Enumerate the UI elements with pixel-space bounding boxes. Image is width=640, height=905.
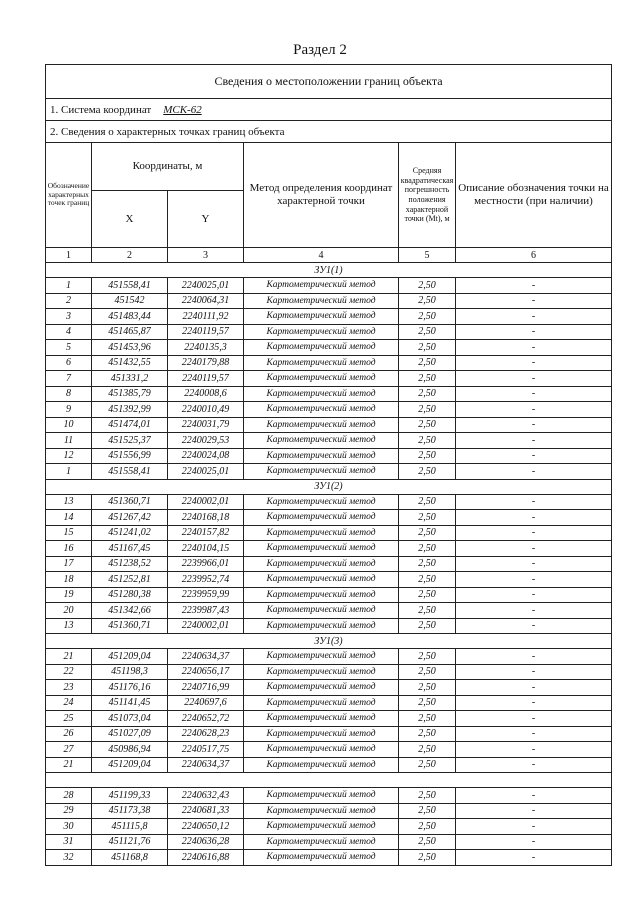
point-id: 2	[46, 293, 92, 309]
description: -	[456, 525, 612, 541]
table-row	[46, 417, 612, 433]
x-value: 451342,66	[92, 603, 168, 619]
method: Картометрический метод	[244, 711, 399, 727]
y-value: 2240157,82	[168, 525, 244, 541]
method: Картометрический метод	[244, 386, 399, 402]
y-value: 2240632,43	[168, 788, 244, 804]
x-value: 451115,8	[92, 819, 168, 835]
coord-system-value: МСК-62	[163, 103, 202, 116]
x-value: 451198,3	[92, 664, 168, 680]
description: -	[456, 757, 612, 773]
description: -	[456, 711, 612, 727]
table-row	[46, 525, 612, 541]
point-id: 6	[46, 355, 92, 371]
point-id: 8	[46, 386, 92, 402]
accuracy: 2,50	[399, 788, 456, 804]
x-value: 451199,33	[92, 788, 168, 804]
point-id: 1	[46, 278, 92, 294]
y-value: 2240634,37	[168, 757, 244, 773]
section-label: ЗУ1(3)	[46, 634, 612, 649]
x-value: 451385,79	[92, 386, 168, 402]
y-value: 2240002,01	[168, 494, 244, 510]
method: Картометрический метод	[244, 417, 399, 433]
description: -	[456, 448, 612, 464]
table-row	[46, 757, 612, 773]
y-value: 2240029,53	[168, 433, 244, 449]
table-row	[46, 464, 612, 480]
x-value: 451280,38	[92, 587, 168, 603]
accuracy: 2,50	[399, 618, 456, 634]
point-id: 13	[46, 618, 92, 634]
y-value: 2240650,12	[168, 819, 244, 835]
x-value: 451474,01	[92, 417, 168, 433]
method: Картометрический метод	[244, 572, 399, 588]
table-row	[46, 386, 612, 402]
point-id: 12	[46, 448, 92, 464]
x-value: 451483,44	[92, 309, 168, 325]
description: -	[456, 541, 612, 557]
method: Картометрический метод	[244, 664, 399, 680]
header-accuracy: Средняя квадратическая погрешность положения характерной точки (Mt), м	[399, 143, 456, 248]
section-header	[46, 263, 612, 278]
accuracy: 2,50	[399, 386, 456, 402]
point-id: 32	[46, 850, 92, 866]
table-row	[46, 355, 612, 371]
accuracy: 2,50	[399, 850, 456, 866]
method: Картометрический метод	[244, 680, 399, 696]
accuracy: 2,50	[399, 680, 456, 696]
description: -	[456, 695, 612, 711]
y-value: 2240628,23	[168, 726, 244, 742]
accuracy: 2,50	[399, 541, 456, 557]
x-value: 451167,45	[92, 541, 168, 557]
point-id: 29	[46, 803, 92, 819]
description: -	[456, 340, 612, 356]
description: -	[456, 680, 612, 696]
accuracy: 2,50	[399, 433, 456, 449]
description: -	[456, 433, 612, 449]
y-value: 2240179,88	[168, 355, 244, 371]
x-value: 451241,02	[92, 525, 168, 541]
accuracy: 2,50	[399, 757, 456, 773]
boundary-points-table	[45, 64, 612, 866]
point-id: 21	[46, 649, 92, 665]
description: -	[456, 726, 612, 742]
table-row	[46, 695, 612, 711]
point-id: 4	[46, 324, 92, 340]
section-header	[46, 634, 612, 649]
point-id: 7	[46, 371, 92, 387]
point-id: 22	[46, 664, 92, 680]
method: Картометрический метод	[244, 293, 399, 309]
method: Картометрический метод	[244, 803, 399, 819]
x-value: 451556,99	[92, 448, 168, 464]
y-value: 2240119,57	[168, 324, 244, 340]
point-id: 3	[46, 309, 92, 325]
point-id: 9	[46, 402, 92, 418]
accuracy: 2,50	[399, 819, 456, 835]
section-label	[46, 773, 612, 788]
x-value: 451141,45	[92, 695, 168, 711]
accuracy: 2,50	[399, 803, 456, 819]
accuracy: 2,50	[399, 293, 456, 309]
method: Картометрический метод	[244, 340, 399, 356]
table-row	[46, 618, 612, 634]
description: -	[456, 803, 612, 819]
point-id: 20	[46, 603, 92, 619]
point-id: 13	[46, 494, 92, 510]
method: Картометрический метод	[244, 742, 399, 758]
method: Картометрический метод	[244, 541, 399, 557]
table-title: Сведения о местоположении границ объекта	[46, 65, 612, 99]
point-id: 1	[46, 464, 92, 480]
x-value: 451453,96	[92, 340, 168, 356]
method: Картометрический метод	[244, 309, 399, 325]
header-x: X	[92, 191, 168, 248]
point-id: 18	[46, 572, 92, 588]
x-value: 451360,71	[92, 618, 168, 634]
accuracy: 2,50	[399, 556, 456, 572]
accuracy: 2,50	[399, 448, 456, 464]
method: Картометрический метод	[244, 587, 399, 603]
method: Картометрический метод	[244, 525, 399, 541]
method: Картометрический метод	[244, 278, 399, 294]
y-value: 2240104,15	[168, 541, 244, 557]
y-value: 2239952,74	[168, 572, 244, 588]
method: Картометрический метод	[244, 788, 399, 804]
column-number-row	[46, 248, 612, 263]
description: -	[456, 587, 612, 603]
table-row	[46, 834, 612, 850]
table-row	[46, 603, 612, 619]
table-row	[46, 293, 612, 309]
x-value: 451360,71	[92, 494, 168, 510]
accuracy: 2,50	[399, 603, 456, 619]
table-row	[46, 680, 612, 696]
table-row	[46, 541, 612, 557]
y-value: 2239966,01	[168, 556, 244, 572]
accuracy: 2,50	[399, 324, 456, 340]
point-id: 26	[46, 726, 92, 742]
accuracy: 2,50	[399, 572, 456, 588]
description: -	[456, 309, 612, 325]
description: -	[456, 850, 612, 866]
method: Картометрический метод	[244, 448, 399, 464]
method: Картометрический метод	[244, 402, 399, 418]
y-value: 2240002,01	[168, 618, 244, 634]
point-id: 15	[46, 525, 92, 541]
accuracy: 2,50	[399, 834, 456, 850]
y-value: 2240064,31	[168, 293, 244, 309]
description: -	[456, 819, 612, 835]
x-value: 451465,87	[92, 324, 168, 340]
x-value: 451525,37	[92, 433, 168, 449]
column-number: 2	[92, 248, 168, 263]
y-value: 2240634,37	[168, 649, 244, 665]
accuracy: 2,50	[399, 417, 456, 433]
point-id: 17	[46, 556, 92, 572]
column-number: 6	[456, 248, 612, 263]
description: -	[456, 324, 612, 340]
table-row	[46, 402, 612, 418]
table-row	[46, 711, 612, 727]
y-value: 2240008,6	[168, 386, 244, 402]
description: -	[456, 386, 612, 402]
method: Картометрический метод	[244, 757, 399, 773]
accuracy: 2,50	[399, 371, 456, 387]
y-value: 2240024,08	[168, 448, 244, 464]
y-value: 2240111,92	[168, 309, 244, 325]
table-row	[46, 494, 612, 510]
x-value: 450986,94	[92, 742, 168, 758]
accuracy: 2,50	[399, 525, 456, 541]
description: -	[456, 834, 612, 850]
description: -	[456, 664, 612, 680]
point-id: 14	[46, 510, 92, 526]
accuracy: 2,50	[399, 355, 456, 371]
description: -	[456, 355, 612, 371]
point-id: 11	[46, 433, 92, 449]
column-number: 1	[46, 248, 92, 263]
method: Картометрический метод	[244, 695, 399, 711]
method: Картометрический метод	[244, 510, 399, 526]
point-id: 24	[46, 695, 92, 711]
table-row	[46, 371, 612, 387]
method: Картометрический метод	[244, 355, 399, 371]
method: Картометрический метод	[244, 494, 399, 510]
header-point-designation: Обозначение характерных точек границ	[46, 143, 92, 248]
method: Картометрический метод	[244, 324, 399, 340]
method: Картометрический метод	[244, 371, 399, 387]
x-value: 451121,76	[92, 834, 168, 850]
header-y: Y	[168, 191, 244, 248]
table-row	[46, 448, 612, 464]
method: Картометрический метод	[244, 603, 399, 619]
description: -	[456, 278, 612, 294]
description: -	[456, 510, 612, 526]
x-value: 451176,16	[92, 680, 168, 696]
description: -	[456, 417, 612, 433]
table-row	[46, 278, 612, 294]
point-id: 19	[46, 587, 92, 603]
point-id: 5	[46, 340, 92, 356]
y-value: 2240656,17	[168, 664, 244, 680]
table-row	[46, 433, 612, 449]
accuracy: 2,50	[399, 695, 456, 711]
x-value: 451392,99	[92, 402, 168, 418]
section-header	[46, 773, 612, 788]
accuracy: 2,50	[399, 464, 456, 480]
point-id: 31	[46, 834, 92, 850]
description: -	[456, 464, 612, 480]
x-value: 451209,04	[92, 649, 168, 665]
description: -	[456, 572, 612, 588]
accuracy: 2,50	[399, 587, 456, 603]
y-value: 2240031,79	[168, 417, 244, 433]
x-value: 451027,09	[92, 726, 168, 742]
y-value: 2240010,49	[168, 402, 244, 418]
y-value: 2240025,01	[168, 278, 244, 294]
accuracy: 2,50	[399, 726, 456, 742]
table-row	[46, 572, 612, 588]
accuracy: 2,50	[399, 402, 456, 418]
point-id: 10	[46, 417, 92, 433]
method: Картометрический метод	[244, 819, 399, 835]
method: Картометрический метод	[244, 433, 399, 449]
section-label: ЗУ1(1)	[46, 263, 612, 278]
x-value: 451331,2	[92, 371, 168, 387]
description: -	[456, 788, 612, 804]
x-value: 451432,55	[92, 355, 168, 371]
description: -	[456, 494, 612, 510]
y-value: 2240119,57	[168, 371, 244, 387]
x-value: 451073,04	[92, 711, 168, 727]
y-value: 2240681,33	[168, 803, 244, 819]
y-value: 2240697,6	[168, 695, 244, 711]
table-row	[46, 803, 612, 819]
section-label: ЗУ1(2)	[46, 479, 612, 494]
table-row	[46, 309, 612, 325]
coord-system-row	[46, 99, 612, 121]
method: Картометрический метод	[244, 649, 399, 665]
column-number: 4	[244, 248, 399, 263]
point-id: 16	[46, 541, 92, 557]
y-value: 2240025,01	[168, 464, 244, 480]
column-number: 5	[399, 248, 456, 263]
accuracy: 2,50	[399, 664, 456, 680]
x-value: 451173,38	[92, 803, 168, 819]
method: Картометрический метод	[244, 726, 399, 742]
accuracy: 2,50	[399, 510, 456, 526]
x-value: 451168,8	[92, 850, 168, 866]
method: Картометрический метод	[244, 618, 399, 634]
table-row	[46, 587, 612, 603]
accuracy: 2,50	[399, 278, 456, 294]
accuracy: 2,50	[399, 309, 456, 325]
accuracy: 2,50	[399, 494, 456, 510]
description: -	[456, 371, 612, 387]
point-id: 25	[46, 711, 92, 727]
table-row	[46, 649, 612, 665]
y-value: 2239987,43	[168, 603, 244, 619]
description: -	[456, 402, 612, 418]
table-row	[46, 726, 612, 742]
point-id: 27	[46, 742, 92, 758]
x-value: 451558,41	[92, 464, 168, 480]
table-row	[46, 340, 612, 356]
method: Картометрический метод	[244, 556, 399, 572]
description: -	[456, 742, 612, 758]
y-value: 2240616,88	[168, 850, 244, 866]
point-id: 21	[46, 757, 92, 773]
point-id: 28	[46, 788, 92, 804]
method: Картометрический метод	[244, 850, 399, 866]
table-row	[46, 556, 612, 572]
x-value: 451252,81	[92, 572, 168, 588]
header-method: Метод определения координат характерной точки	[244, 143, 399, 248]
points-section-title: 2. Сведения о характерных точках границ объекта	[46, 121, 612, 143]
description: -	[456, 556, 612, 572]
y-value: 2240517,75	[168, 742, 244, 758]
column-number: 3	[168, 248, 244, 263]
y-value: 2240636,28	[168, 834, 244, 850]
table-row	[46, 324, 612, 340]
y-value: 2239959,99	[168, 587, 244, 603]
description: -	[456, 618, 612, 634]
method: Картометрический метод	[244, 464, 399, 480]
description: -	[456, 649, 612, 665]
table-row	[46, 788, 612, 804]
coord-system-label: 1. Система координат	[50, 103, 152, 116]
accuracy: 2,50	[399, 711, 456, 727]
y-value: 2240716,99	[168, 680, 244, 696]
point-id: 23	[46, 680, 92, 696]
x-value: 451209,04	[92, 757, 168, 773]
table-row	[46, 510, 612, 526]
point-id: 30	[46, 819, 92, 835]
accuracy: 2,50	[399, 340, 456, 356]
page-title: Раздел 2	[293, 42, 347, 58]
y-value: 2240652,72	[168, 711, 244, 727]
y-value: 2240168,18	[168, 510, 244, 526]
description: -	[456, 293, 612, 309]
table-row	[46, 819, 612, 835]
section-header	[46, 479, 612, 494]
x-value: 451558,41	[92, 278, 168, 294]
accuracy: 2,50	[399, 742, 456, 758]
description: -	[456, 603, 612, 619]
x-value: 451267,42	[92, 510, 168, 526]
table-row	[46, 664, 612, 680]
x-value: 451542	[92, 293, 168, 309]
x-value: 451238,52	[92, 556, 168, 572]
table-row	[46, 850, 612, 866]
y-value: 2240135,3	[168, 340, 244, 356]
method: Картометрический метод	[244, 834, 399, 850]
header-coordinates: Координаты, м	[92, 143, 244, 191]
accuracy: 2,50	[399, 649, 456, 665]
table-row	[46, 742, 612, 758]
header-description: Описание обозначения точки на местности (при наличии)	[456, 143, 612, 248]
